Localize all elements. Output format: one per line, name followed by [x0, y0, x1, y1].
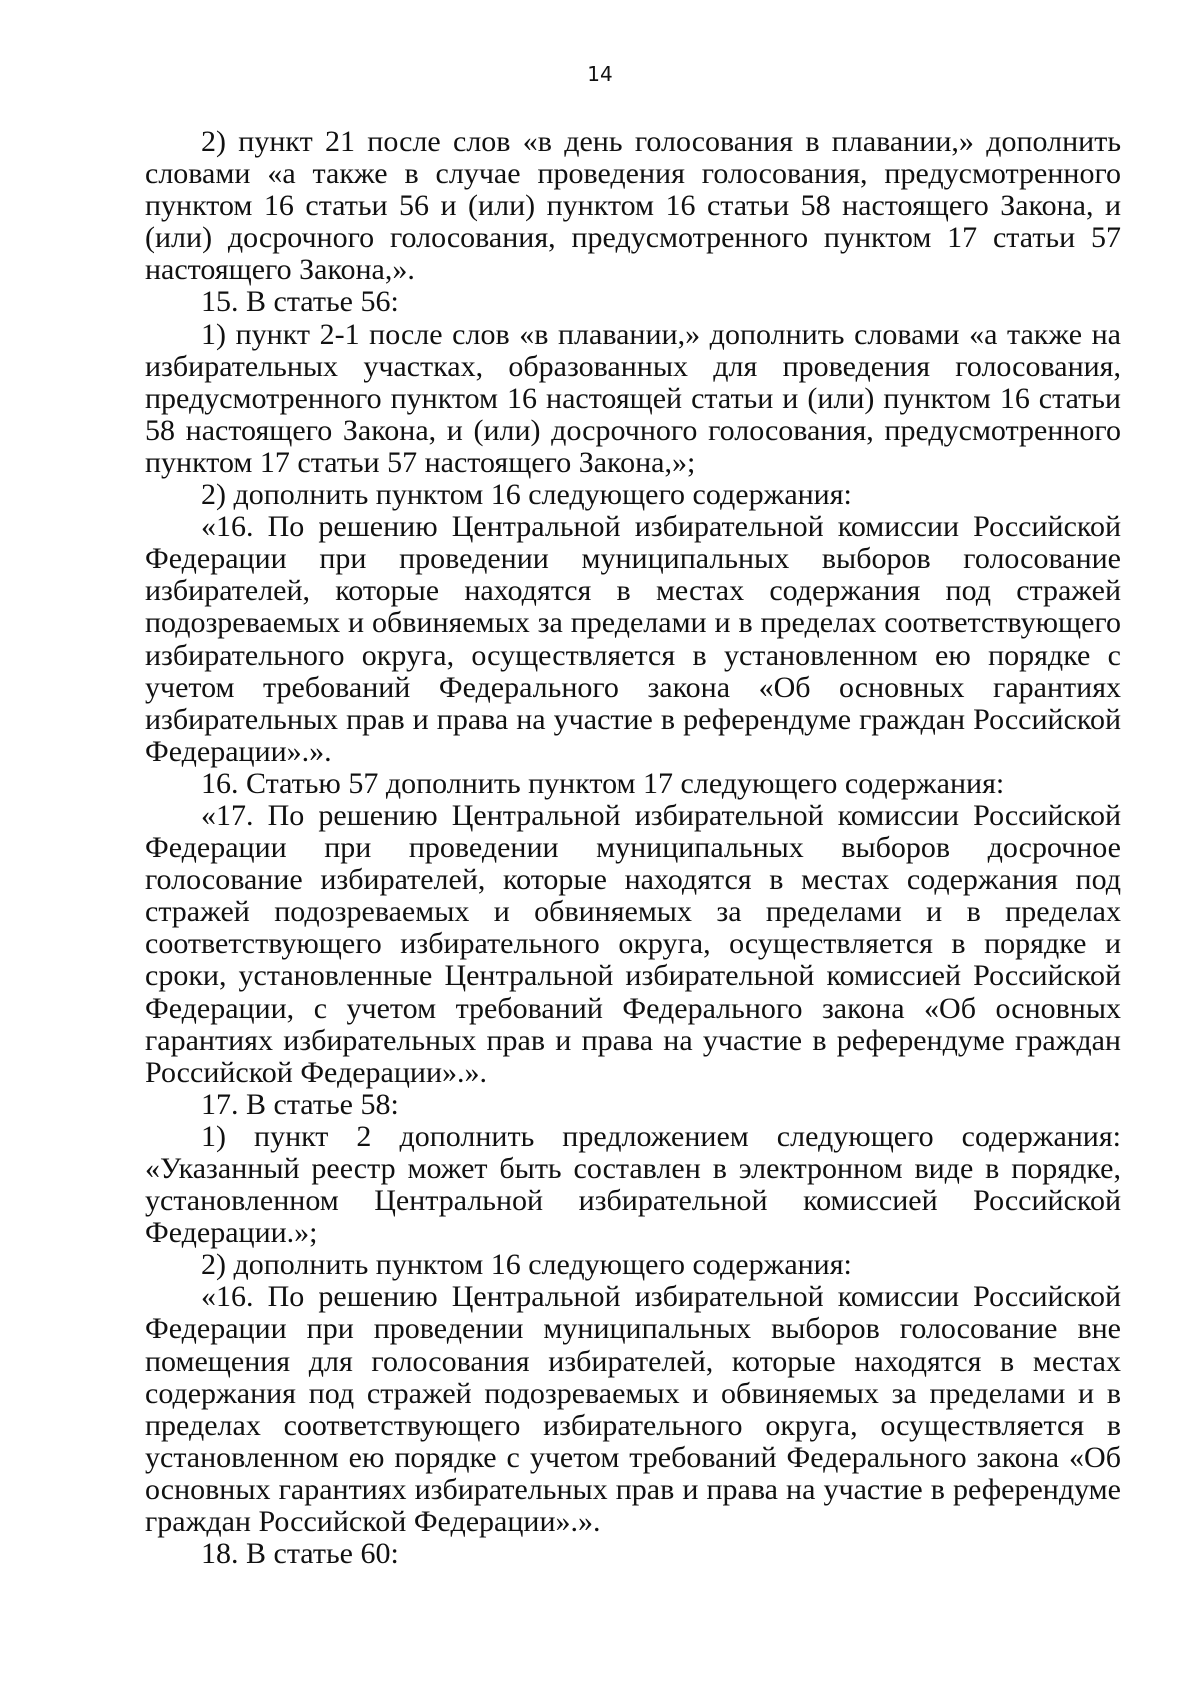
paragraph-article57-heading: 16. Статью 57 дополнить пунктом 17 следующего содержания: — [201, 766, 1005, 800]
paragraph-article56-add-item16: 2) дополнить пунктом 16 следующего содержания: — [201, 478, 852, 512]
paragraph-article57-item17-text: «17. По решению Центральной избирательной комиссии Российской Федерации при проведении муниципальных выборов досрочное голосование избирателей, которые находятся в местах содержания под стражей подозреваемых и обвиняемых за пределами и в пределах соответствующего избирательного округа, осуществляется в порядке и сроки, установленные Центральной избирательной комиссией Российской Федерации, с учетом требований Федерального закона «Об основных гарантиях избирательных прав и права на участие в референдуме граждан Российской Федерации».». — [145, 798, 1121, 1089]
paragraph-article58-add-item16: 2) дополнить пунктом 16 следующего содержания: — [201, 1248, 852, 1282]
document-body — [145, 126, 1121, 1570]
paragraph-article58-item2: 1) пункт 2 дополнить предложением следующего содержания: «Указанный реестр может быть составлен в электронном виде в порядке, установленном Центральной избирательной комиссией Российской Федерации.»; — [145, 1119, 1121, 1250]
paragraph-item21-amendment: 2) пункт 21 после слов «в день голосования в плавании,» дополнить словами «а также в случае проведения голосования, предусмотренного пунктом 16 статьи 56 и (или) пунктом 16 статьи 58 настоящего Закона, и (или) досрочного голосования, предусмотренного пунктом 17 статьи 57 настоящего Закона,». — [145, 125, 1121, 287]
page-number: 14 — [587, 62, 613, 86]
paragraph-article56-heading: 15. В статье 56: — [201, 285, 399, 319]
paragraph-article56-item2-1: 1) пункт 2-1 после слов «в плавании,» дополнить словами «а также на избирательных участках, образованных для проведения голосования, предусмотренного пунктом 16 настоящей статьи и (или) пунктом 16 статьи 58 настоящего Закона, и (или) досрочного голосования, предусмотренного пунктом 17 статьи 57 настоящего Закона,»; — [145, 317, 1121, 479]
paragraph-article60-heading: 18. В статье 60: — [201, 1537, 399, 1571]
paragraph-article58-item16-text: «16. По решению Центральной избирательной комиссии Российской Федерации при проведении муниципальных выборов голосование вне помещения для голосования избирателей, которые находятся в местах содержания под стражей подозреваемых и обвиняемых за пределами и в пределах соответствующего избирательного округа, осуществляется в установленном ею порядке с учетом требований Федерального закона «Об основных гарантиях избирательных прав и права на участие в референдуме граждан Российской Федерации».». — [145, 1280, 1121, 1539]
paragraph-article58-heading: 17. В статье 58: — [201, 1087, 399, 1121]
paragraph-article56-item16-text: «16. По решению Центральной избирательной комиссии Российской Федерации при проведении муниципальных выборов голосование избирателей, которые находятся в местах содержания под стражей подозреваемых и обвиняемых за пределами и в пределах соответствующего избирательного округа, осуществляется в установленном ею порядке с учетом требований Федерального закона «Об основных гарантиях избирательных прав и права на участие в референдуме граждан Российской Федерации».». — [145, 510, 1121, 768]
